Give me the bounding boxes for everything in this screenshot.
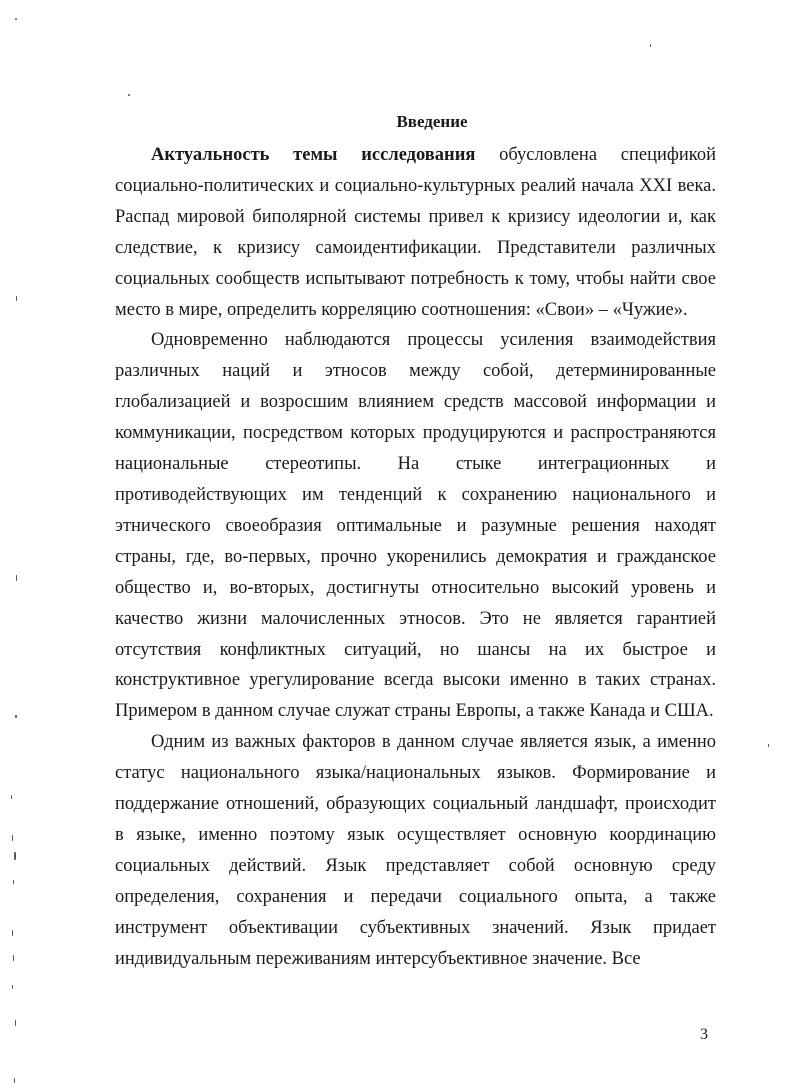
scan-speck — [768, 744, 769, 747]
paragraph-2 — [115, 325, 716, 727]
scan-speck — [16, 575, 17, 581]
paragraph-1-text: обусловлена спецификой социально-политических и социально-культурных реалий начала XXI века. Распад мировой биполярной системы привел к кризису идеологии и, как следствие, к кризису самоидентификации. Представители различных социальных сообществ испытывают потребность к тому, чтобы найти свое место в мире, определить корреляцию соотношения: «Свои» – «Чужие». — [115, 145, 716, 320]
scan-speck — [16, 296, 17, 301]
scan-speck — [12, 930, 13, 936]
scan-speck — [13, 955, 14, 961]
scan-speck — [15, 1020, 16, 1026]
scan-speck — [128, 94, 130, 96]
paragraph-3 — [115, 727, 716, 974]
scan-speck — [13, 880, 14, 884]
paragraph-2-text: Одновременно наблюдаются процессы усиления взаимодействия различных наций и этносов между собой, детерминированные глобализацией и возросшим влиянием средств массовой информации и коммуникации, посредством которых продуцируются и распространяются национальные стереотипы. На стыке интеграционных и противодействующих им тенденций к сохранению национального и этнического своеобразия оптимальные и разумные решения находят страны, где, во-первых, прочно укоренились демократия и гражданское общество и, во-вторых, достигнуты относительно высокий уровень и качество жизни малочисленных этносов. Это не является гарантией отсутствия конфликтных ситуаций, но шансы на их быстрое и конструктивное урегулирование всегда высоки именно в таких странах. Примером в данном случае служат страны Европы, а также Канада и США. — [115, 330, 716, 722]
page-number: 3 — [700, 1026, 708, 1043]
scan-speck — [14, 1078, 15, 1083]
scan-speck — [14, 852, 16, 860]
section-title: Введение — [396, 112, 468, 131]
scan-speck — [15, 715, 17, 718]
scan-speck — [12, 985, 13, 989]
body-text — [115, 140, 716, 974]
scan-speck — [15, 18, 17, 20]
paragraph-3-text: Одним из важных факторов в данном случае является язык, а именно статус национального языка/национальных языков. Формирование и поддержание отношений, образующих социальный ландшафт, происходит в языке, именно поэтому язык осуществляет основную координацию социальных действий. Язык представляет собой основную среду определения, сохранения и передачи социального опыта, а также инструмент объективации субъективных значений. Язык придает индивидуальным переживаниям интерсубъективное значение. Все — [115, 732, 716, 969]
scan-speck — [11, 795, 12, 799]
lead-phrase: Актуальность темы исследования — [151, 145, 476, 165]
paragraph-1 — [115, 140, 716, 325]
scan-speck — [12, 835, 13, 841]
scan-speck — [650, 44, 651, 47]
